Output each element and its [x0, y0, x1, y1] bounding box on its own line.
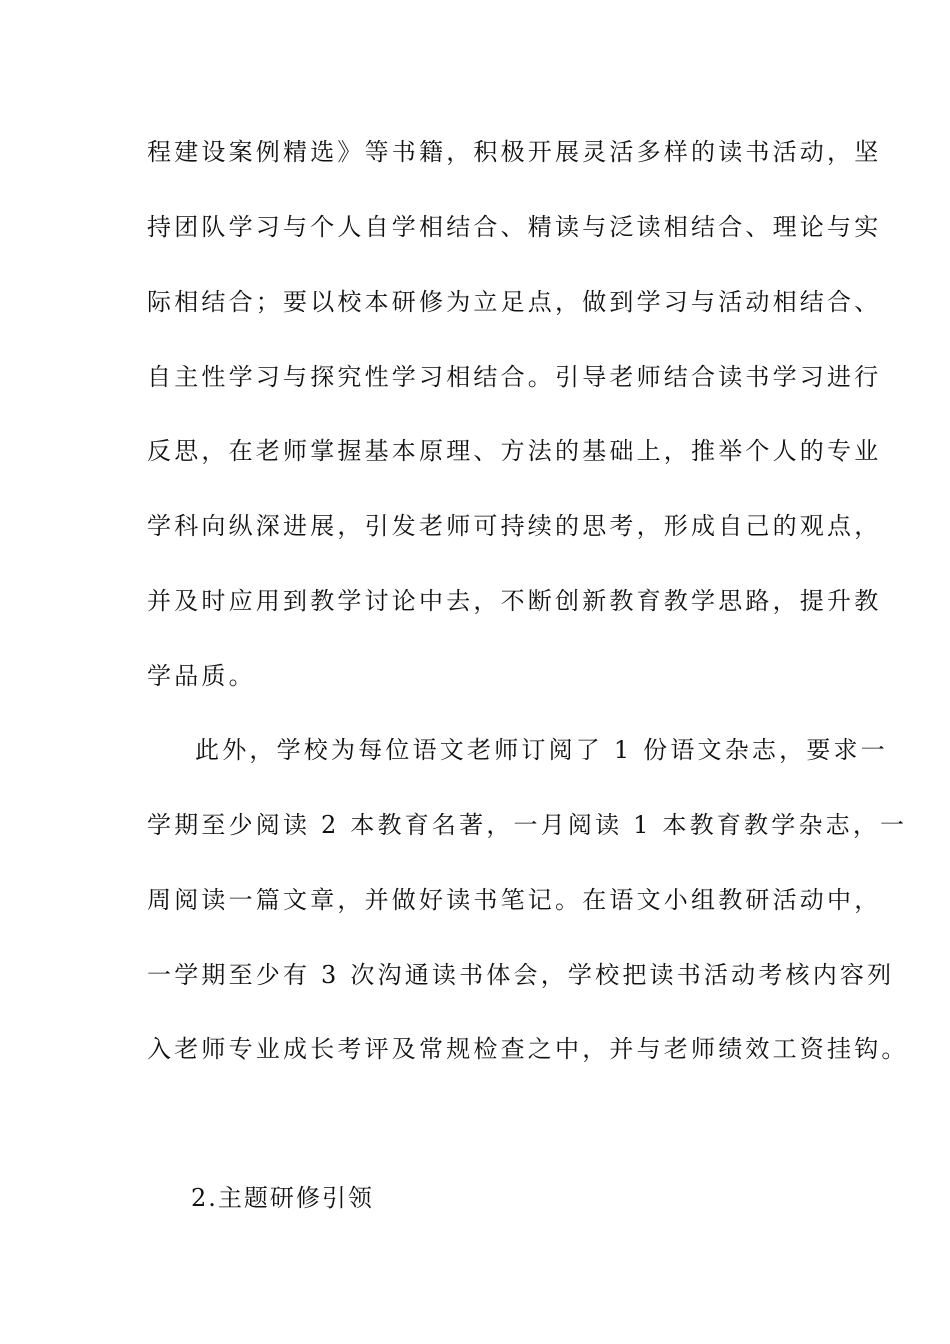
text-line: 学品质。	[147, 662, 256, 690]
text-line: 程建设案例精选》等书籍，积极开展灵活多样的读书活动，坚	[147, 138, 882, 166]
text-line: 反思，在老师掌握基本原理、方法的基础上，推举个人的专业	[147, 437, 882, 465]
text-line: 学科向纵深进展，引发老师可持续的思考，形成自己的观点，	[147, 512, 882, 540]
text-line: 周阅读一篇文章，并做好读书笔记。在语文小组教研活动中，	[147, 886, 882, 914]
section-heading: 2.主题研修引领	[191, 1184, 374, 1212]
text-line: 并及时应用到教学讨论中去，不断创新教育教学思路，提升教	[147, 587, 882, 615]
text-line: 持团队学习与个人自学相结合、精读与泛读相结合、理论与实	[147, 213, 882, 241]
text-line: 一学期至少有 3 次沟通读书体会，学校把读书活动考核内容列	[147, 961, 895, 989]
text-line: 学期至少阅读 2 本教育名著，一月阅读 1 本教育教学杂志，一	[147, 811, 908, 839]
text-line: 自主性学习与探究性学习相结合。引导老师结合读书学习进行	[147, 363, 882, 391]
text-line: 入老师专业成长考评及常规检查之中，并与老师绩效工资挂钩。	[147, 1035, 909, 1063]
text-line: 此外，学校为每位语文老师订阅了 1 份语文杂志，要求一	[195, 736, 888, 764]
text-line: 际相结合；要以校本研修为立足点，做到学习与活动相结合、	[147, 288, 882, 316]
